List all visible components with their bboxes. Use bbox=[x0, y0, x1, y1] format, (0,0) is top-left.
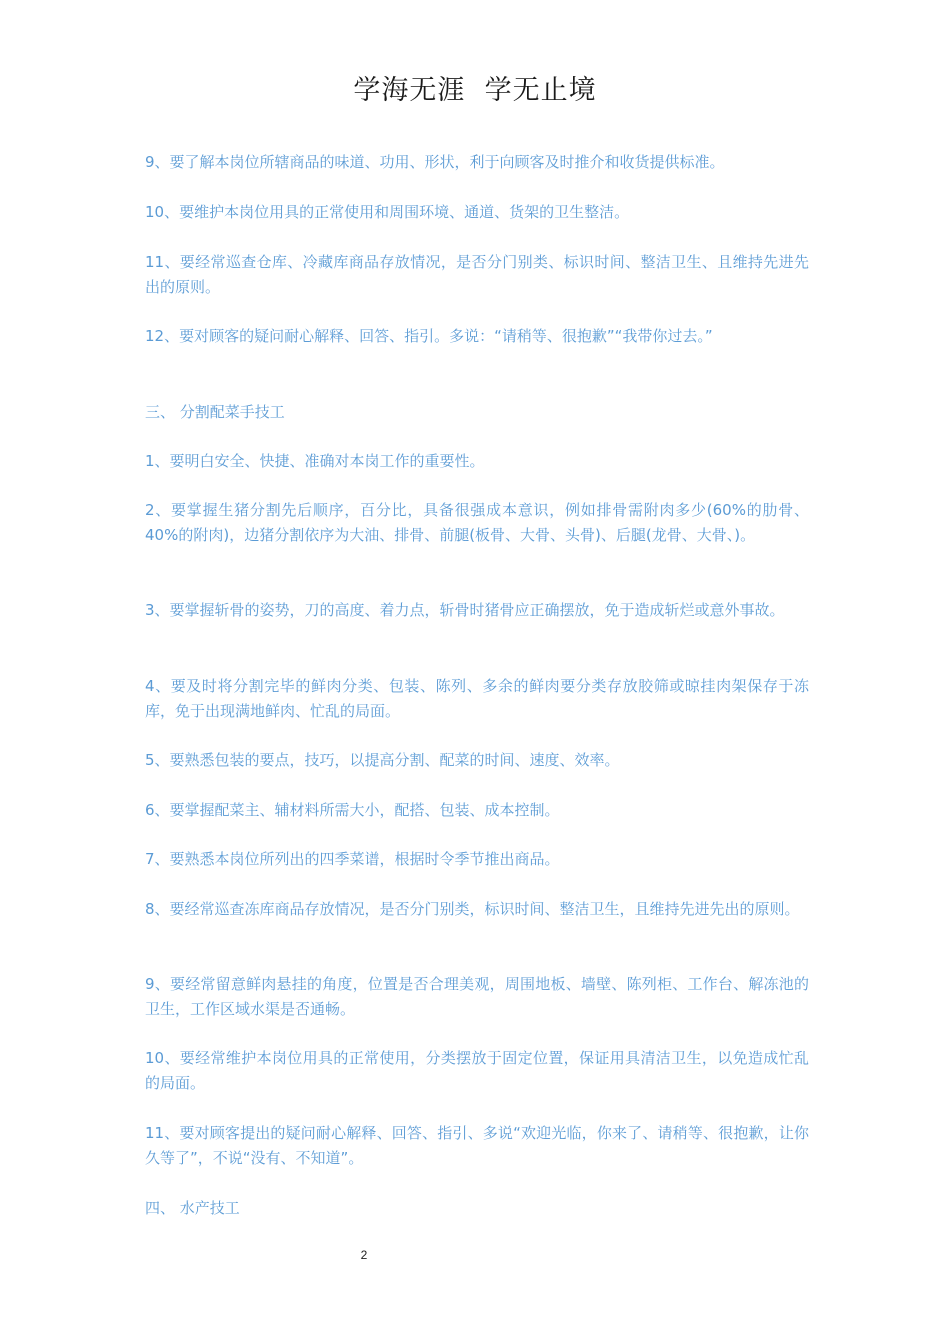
paragraph-section3-item-4: 4、要及时将分割完毕的鲜肉分类、包装、陈列、多余的鲜肉要分类存放胶筛或晾挂肉架保存于冻库，免于出现满地鲜肉、忙乱的局面。 bbox=[145, 677, 809, 720]
paragraph-section3-item-3: 3、要掌握斩骨的姿势，刀的高度、着力点，斩骨时猪骨应正确摆放，免于造成斩烂或意外事故。 bbox=[145, 601, 785, 619]
paragraph-section3-item-5: 5、要熟悉包装的要点，技巧，以提高分割、配菜的时间、速度、效率。 bbox=[145, 751, 620, 769]
paragraph-section3-item-6: 6、要掌握配菜主、辅材料所需大小，配搭、包装、成本控制。 bbox=[145, 801, 560, 819]
page-header-title: 学海无涯 学无止境 bbox=[353, 75, 597, 106]
section-heading-4: 四、 水产技工 bbox=[145, 1199, 240, 1217]
page-number: 2 bbox=[360, 1248, 368, 1262]
paragraph-item-10: 10、要维护本岗位用具的正常使用和周围环境、通道、货架的卫生整洁。 bbox=[145, 203, 630, 221]
section-heading-3: 三、 分割配菜手技工 bbox=[145, 403, 285, 421]
paragraph-section3-item-1: 1、要明白安全、快捷、准确对本岗工作的重要性。 bbox=[145, 452, 485, 470]
paragraph-section3-item-9: 9、要经常留意鲜肉悬挂的角度，位置是否合理美观，周围地板、墙壁、陈列柜、工作台、解冻池的卫生，工作区域水渠是否通畅。 bbox=[145, 975, 809, 1018]
paragraph-section3-item-2: 2、要掌握生猪分割先后顺序，百分比，具备很强成本意识，例如排骨需附肉多少(60%的肋骨、40%的附肉)，边猪分割依序为大油、排骨、前腿(板骨、大骨、头骨)、后腿(龙骨、大骨、)。 bbox=[145, 501, 809, 544]
paragraph-item-9: 9、要了解本岗位所辖商品的味道、功用、形状，利于向顾客及时推介和收货提供标准。 bbox=[145, 153, 725, 171]
paragraph-section3-item-10: 10、要经常维护本岗位用具的正常使用，分类摆放于固定位置，保证用具清洁卫生，以免造成忙乱的局面。 bbox=[145, 1049, 809, 1092]
paragraph-item-12: 12、要对顾客的疑问耐心解释、回答、指引。多说：“请稍等、很抱歉”“我带你过去。” bbox=[145, 327, 713, 345]
paragraph-section3-item-11: 11、要对顾客提出的疑问耐心解释、回答、指引、多说“欢迎光临，你来了、请稍等、很抱歉，让你久等了”，不说“没有、不知道”。 bbox=[145, 1124, 809, 1167]
paragraph-section3-item-8: 8、要经常巡查冻库商品存放情况，是否分门别类，标识时间、整洁卫生，且维持先进先出的原则。 bbox=[145, 900, 800, 918]
paragraph-section3-item-7: 7、要熟悉本岗位所列出的四季菜谱，根据时令季节推出商品。 bbox=[145, 850, 560, 868]
paragraph-item-11: 11、要经常巡查仓库、冷藏库商品存放情况，是否分门别类、标识时间、整洁卫生、且维持先进先出的原则。 bbox=[145, 253, 809, 296]
